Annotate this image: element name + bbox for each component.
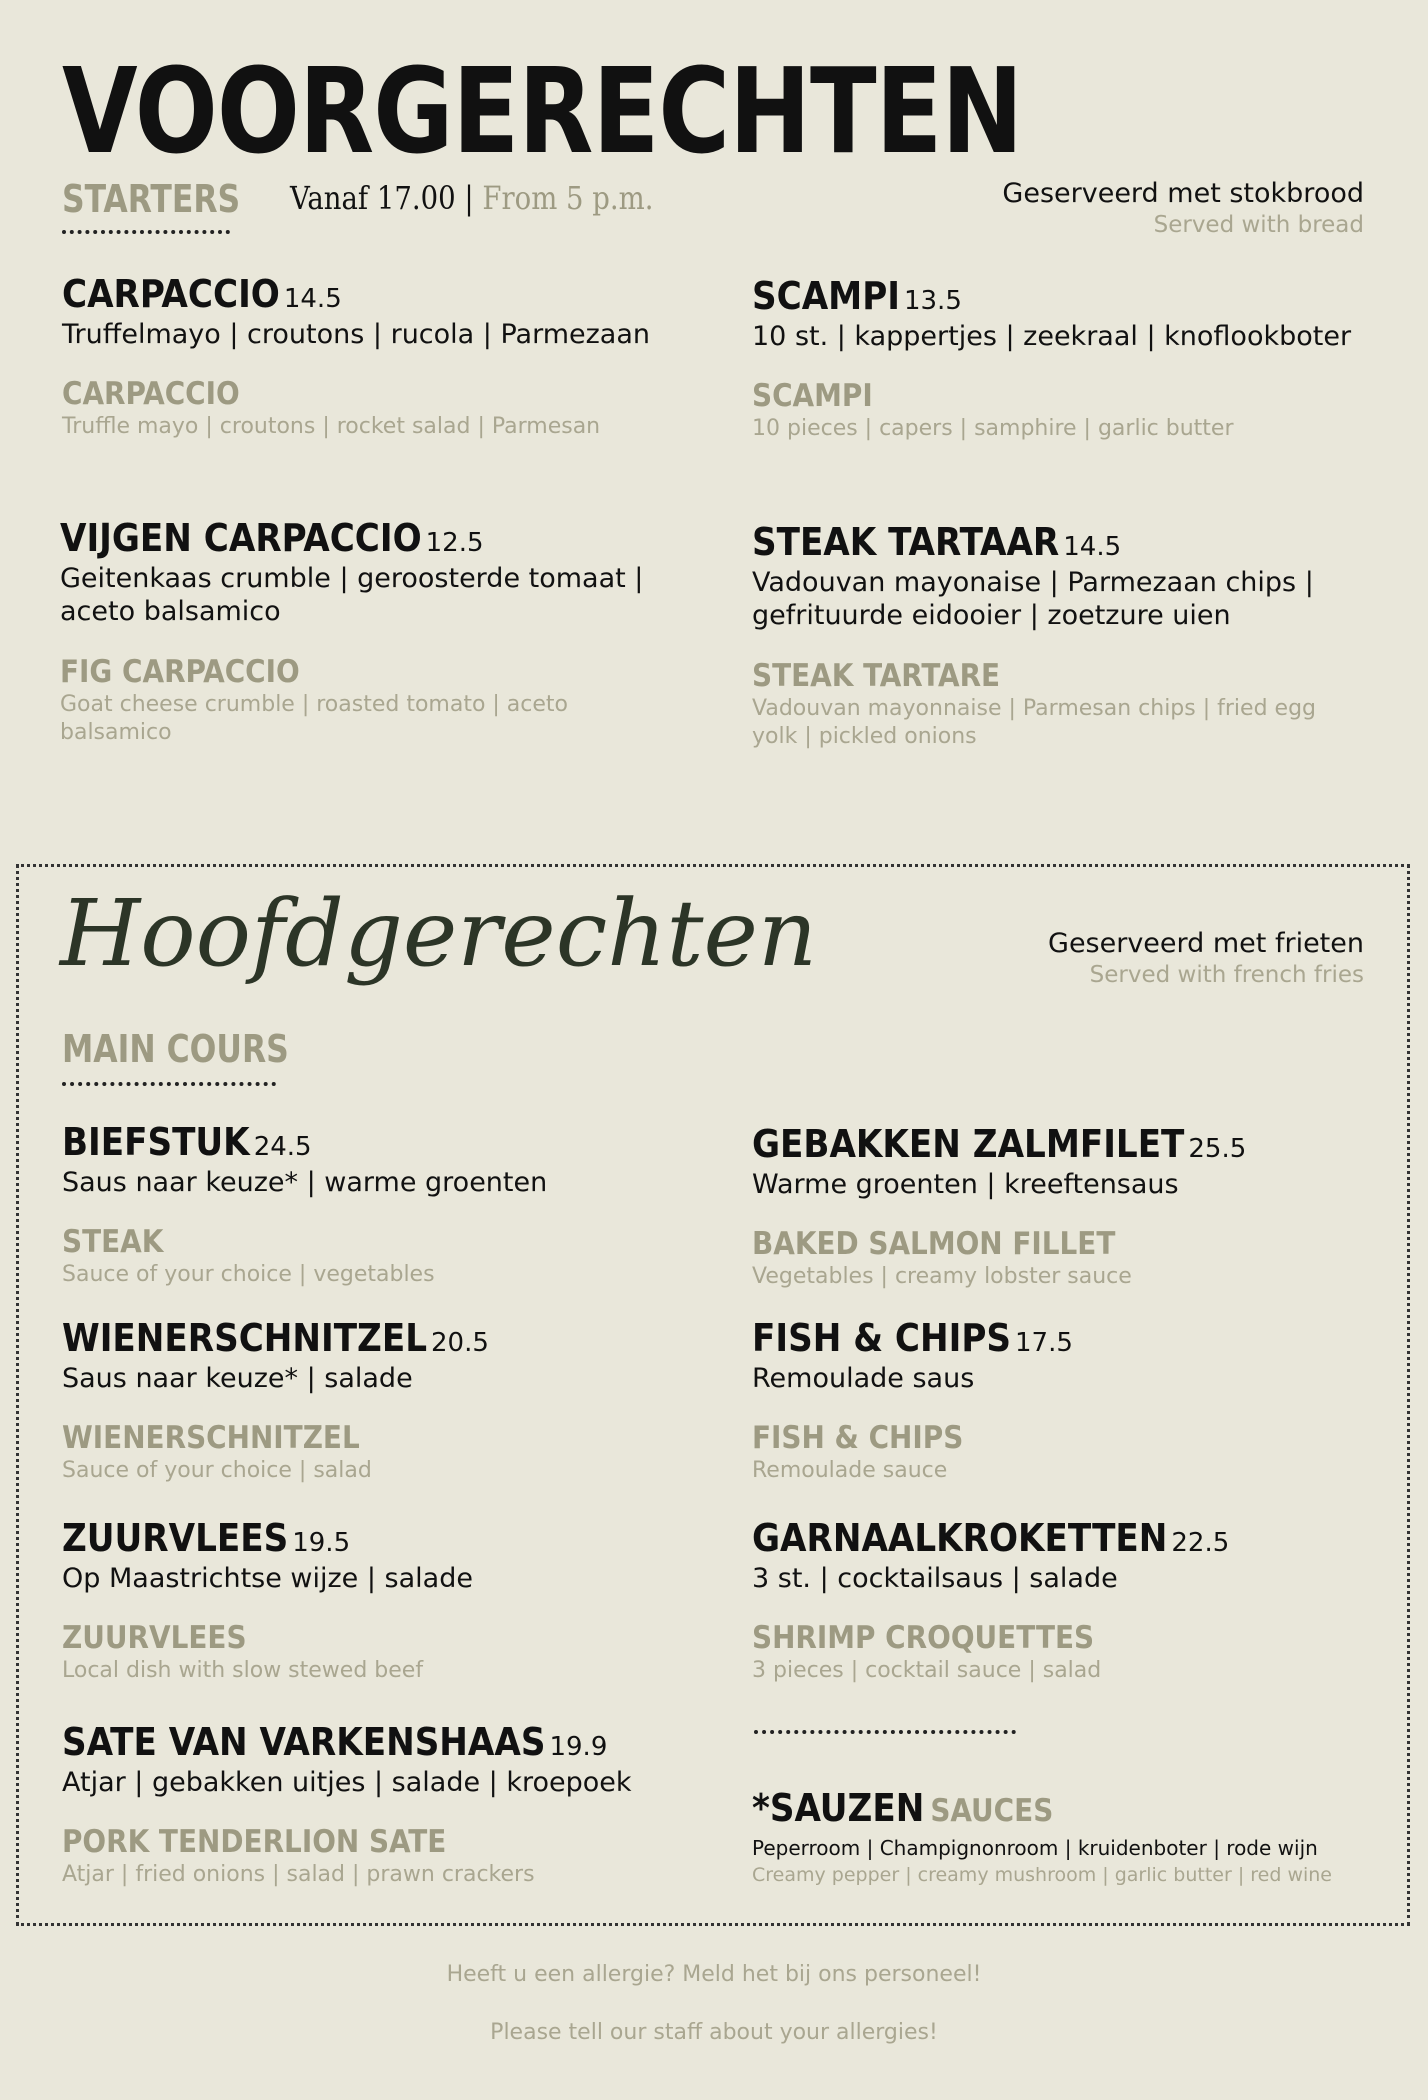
dish-sate-van-varkenshaas xyxy=(62,1722,722,1890)
dish-price: 24.5 xyxy=(253,1132,312,1162)
dish-description: Remoulade saus xyxy=(752,1362,975,1394)
dish-en-name: STEAK xyxy=(62,1224,164,1261)
dish-description: Warme groenten | kreeftensaus xyxy=(752,1168,1179,1200)
mains-title: Hoofdgerechten xyxy=(60,880,818,987)
dish-carpaccio xyxy=(62,274,672,442)
dish-description: 10 st. | kappertjes | zeekraal | knoflookboter xyxy=(752,320,1352,352)
dish-name: STEAK TARTAAR 14.5 xyxy=(752,520,1122,564)
starters-served-en: Served with bread xyxy=(1153,212,1364,239)
dish-name: VIJGEN CARPACCIO 12.5 xyxy=(60,516,484,560)
dish-en-name: PORK TENDERLION SATE xyxy=(62,1824,447,1861)
dish-steak-tartaar xyxy=(752,522,1362,752)
dish-description: 3 st. | cocktailsaus | salade xyxy=(752,1562,1118,1594)
dish-en-description: Sauce of your choice | vegetables xyxy=(62,1262,435,1288)
opening-time-nl: Vanaf 17.00 xyxy=(290,179,456,217)
dish-en-description: Vadouvan mayonnaise | Parmesan chips | fried egg yolk | pickled onions xyxy=(752,695,1316,750)
dish-en-description: 10 pieces | capers | samphire | garlic butter xyxy=(752,416,1234,442)
sauces-block xyxy=(752,1788,1372,1886)
dish-description: Saus naar keuze* | warme groenten xyxy=(62,1166,548,1198)
dish-en-name: FIG CARPACCIO xyxy=(60,653,300,690)
opening-time-en: From 5 p.m. xyxy=(482,179,654,217)
mains-subtitle: MAIN COURS xyxy=(62,1027,289,1071)
sauces-divider xyxy=(754,1730,1016,1734)
dish-en-description: Atjar | fried onions | salad | prawn crackers xyxy=(62,1862,535,1888)
dish-en-description: Goat cheese crumble | roasted tomato | aceto balsamico xyxy=(60,691,568,746)
dish-en-description: Truffle mayo | croutons | rocket salad | Parmesan xyxy=(62,414,601,440)
dish-zuurvlees xyxy=(62,1518,672,1686)
starters-served-note xyxy=(1002,176,1364,241)
dish-en-description: Local dish with slow stewed beef xyxy=(62,1658,424,1684)
sauces-title: *SAUZEN SAUCES xyxy=(752,1786,1054,1830)
dish-price: 22.5 xyxy=(1171,1528,1230,1558)
dish-name: SATE VAN VARKENSHAAS 19.9 xyxy=(62,1720,608,1764)
allergy-note-en: Please tell our staff about your allergies! xyxy=(490,2020,938,2045)
sauces-title-en: SAUCES xyxy=(930,1793,1054,1829)
dish-price: 17.5 xyxy=(1015,1328,1073,1358)
dish-garnaalkroketten xyxy=(752,1518,1362,1686)
dish-name: CARPACCIO 14.5 xyxy=(62,272,342,316)
dish-en-name: WIENERSCHNITZEL xyxy=(62,1420,360,1457)
dish-en-description: Sauce of your choice | salad xyxy=(62,1458,372,1484)
dish-description: Geitenkaas crumble | geroosterde tomaat | aceto balsamico xyxy=(60,562,644,628)
dish-description: Op Maastrichtse wijze | salade xyxy=(62,1562,473,1594)
dish-scampi xyxy=(752,276,1362,444)
dish-en-name: BAKED SALMON FILLET xyxy=(752,1226,1116,1263)
dish-en-name: FISH & CHIPS xyxy=(752,1420,964,1457)
dish-price: 14.5 xyxy=(283,284,342,314)
mains-served-note xyxy=(1048,926,1364,991)
starters-divider xyxy=(62,230,230,234)
dish-name: FISH & CHIPS 17.5 xyxy=(752,1316,1073,1360)
opening-time-sep: | xyxy=(455,179,483,217)
dish-en-name: ZUURVLEES xyxy=(62,1620,247,1657)
dish-description: Atjar | gebakken uitjes | salade | kroepoek xyxy=(62,1766,632,1798)
dish-price: 20.5 xyxy=(431,1328,489,1358)
dish-name: WIENERSCHNITZEL 20.5 xyxy=(62,1316,489,1360)
dish-description: Saus naar keuze* | salade xyxy=(62,1362,413,1394)
dish-price: 19.5 xyxy=(292,1528,351,1558)
dish-description: Truffelmayo | croutons | rucola | Parmezaan xyxy=(62,318,651,350)
dish-en-name: SCAMPI xyxy=(752,378,873,415)
dish-name: SCAMPI 13.5 xyxy=(752,274,962,318)
dish-en-name: STEAK TARTARE xyxy=(752,657,1001,694)
dish-biefstuk xyxy=(62,1122,672,1290)
dish-en-description: Vegetables | creamy lobster sauce xyxy=(752,1264,1132,1290)
allergy-note-nl: Heeft u een allergie? Meld het bij ons personeel! xyxy=(446,1962,982,1987)
dish-vijgen-carpaccio xyxy=(60,518,670,748)
mains-divider xyxy=(62,1082,276,1086)
dish-price: 13.5 xyxy=(903,286,962,316)
starters-title: VOORGERECHTEN xyxy=(62,42,1023,180)
dish-price: 19.9 xyxy=(549,1732,608,1762)
sauces-list-en: Creamy pepper | creamy mushroom | garlic butter | red wine xyxy=(752,1863,1333,1886)
dish-name: ZUURVLEES 19.5 xyxy=(62,1516,351,1560)
dish-description: Vadouvan mayonaise | Parmezaan chips | gefrituurde eidooier | zoetzure uien xyxy=(752,566,1314,632)
dish-en-name: CARPACCIO xyxy=(62,376,240,413)
dish-name: GEBAKKEN ZALMFILET 25.5 xyxy=(752,1122,1247,1166)
dish-name: GARNAALKROKETTEN 22.5 xyxy=(752,1516,1230,1560)
mains-served-nl: Geserveerd met frieten xyxy=(1048,928,1364,959)
opening-time xyxy=(290,179,654,217)
dish-price: 25.5 xyxy=(1188,1134,1247,1164)
mains-served-en: Served with french fries xyxy=(1089,962,1364,989)
starters-subtitle: STARTERS xyxy=(62,177,241,221)
dish-name: BIEFSTUK 24.5 xyxy=(62,1120,312,1164)
dish-en-name: SHRIMP CROQUETTES xyxy=(752,1620,1095,1657)
dish-wienerschnitzel xyxy=(62,1318,672,1486)
dish-gebakken-zalmfilet xyxy=(752,1124,1362,1292)
dish-fish-and-chips xyxy=(752,1318,1362,1486)
dish-price: 12.5 xyxy=(425,528,484,558)
dish-en-description: Remoulade sauce xyxy=(752,1458,948,1484)
starters-served-nl: Geserveerd met stokbrood xyxy=(1002,178,1364,209)
dish-price: 14.5 xyxy=(1063,532,1122,562)
dish-en-description: 3 pieces | cocktail sauce | salad xyxy=(752,1658,1102,1684)
sauces-list-nl: Peperroom | Champignonroom | kruidenboter | rode wijn xyxy=(752,1835,1318,1860)
